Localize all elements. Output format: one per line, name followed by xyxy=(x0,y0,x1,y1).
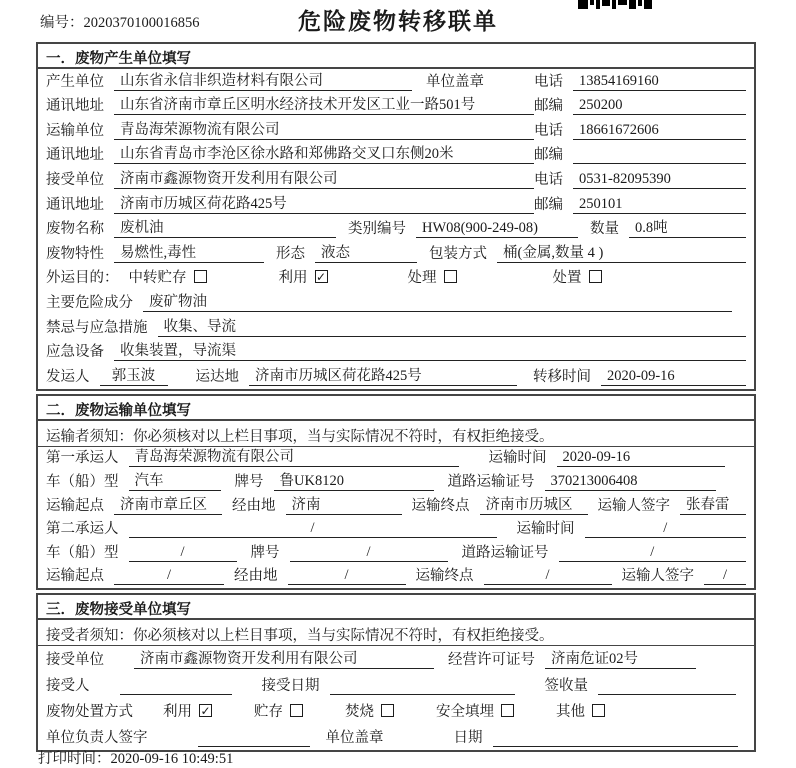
roadcert1-label: 道路运输证号 xyxy=(447,473,535,490)
sign-date-label: 日期 xyxy=(453,730,483,747)
waste-traits-value: 易燃性,毒性 xyxy=(114,241,264,263)
dispose-checkbox xyxy=(589,270,602,283)
section-transporter-heading: 二．废物运输单位填写 xyxy=(38,396,754,421)
transport-address-label: 通讯地址 xyxy=(46,147,104,164)
vehicle1-label: 车（船）型 xyxy=(46,473,119,490)
end2-value: / xyxy=(484,567,612,585)
vehicle2-label: 车（船）型 xyxy=(46,544,119,561)
plate2-value: / xyxy=(290,544,448,562)
row-receive-unit xyxy=(38,167,754,192)
row-receipt xyxy=(38,672,754,698)
producer-address-value: 山东省济南市章丘区明水经济技术开发区工业一路501号 xyxy=(114,93,534,115)
row-route1 xyxy=(38,494,754,518)
receiver-unit-value: 济南市鑫源物资开发利用有限公司 xyxy=(134,647,434,669)
page-title: 危险废物转移联单 xyxy=(298,9,498,34)
transport-phone-group xyxy=(534,119,746,140)
origin2-value: / xyxy=(114,567,224,585)
producer-unit-value: 山东省永信非织造材料有限公司 xyxy=(114,69,412,91)
destination-value: 济南市历城区荷花路425号 xyxy=(249,364,517,386)
disposal-label: 废物处置方式 xyxy=(46,704,133,721)
qr-code-remnant-icon xyxy=(578,0,652,10)
license-label: 经营许可证号 xyxy=(448,652,535,669)
origin1-value: 济南市章丘区 xyxy=(114,493,222,515)
transport-phone-value: 18661672606 xyxy=(573,122,746,140)
producer-unit-label: 产生单位 xyxy=(46,73,104,90)
section-producer xyxy=(36,42,756,391)
row-receive-address xyxy=(38,192,754,217)
row-transport-address xyxy=(38,143,754,168)
receive-phone-label: 电话 xyxy=(534,171,563,188)
sign-qty-label: 签收量 xyxy=(544,678,588,695)
disposal-option-store: 贮存 xyxy=(254,700,303,721)
sign-qty-value xyxy=(598,678,736,695)
shipper-value: 郭玉波 xyxy=(100,364,168,386)
row-vehicle1 xyxy=(38,470,754,494)
carrier2-time-value: / xyxy=(585,520,747,538)
row-taboo-measures xyxy=(38,315,754,340)
serial-value: 2020370100016856 xyxy=(83,15,200,31)
shipper-label: 发运人 xyxy=(46,368,90,385)
vehicle1-value: 汽车 xyxy=(129,469,221,491)
disposal-store-checkbox xyxy=(290,704,303,717)
end1-value: 济南市历城区 xyxy=(480,493,588,515)
receive-unit-label: 接受单位 xyxy=(46,171,104,188)
row-transport-unit xyxy=(38,118,754,143)
carrier2-label: 第二承运人 xyxy=(46,521,119,538)
row-hazard-component xyxy=(38,290,754,315)
producer-zip-group xyxy=(534,94,746,115)
taboo-value: 收集、导流 xyxy=(158,315,747,337)
waste-pack-label: 包装方式 xyxy=(429,245,487,262)
transfer-time-value: 2020-09-16 xyxy=(601,368,746,386)
roadcert2-value: / xyxy=(559,544,747,562)
sign1-label: 运输人签字 xyxy=(597,497,670,514)
purpose-option-dispose: 处置 xyxy=(553,266,602,287)
receive-phone-group xyxy=(534,168,746,189)
row-route2 xyxy=(38,565,754,589)
transport-zip-label: 邮编 xyxy=(534,147,563,164)
receive-zip-group xyxy=(534,193,746,214)
transport-phone-label: 电话 xyxy=(534,122,563,139)
row-dispatch xyxy=(38,364,754,389)
waste-traits-label: 废物特性 xyxy=(46,245,104,262)
disposal-option-other: 其他 xyxy=(556,700,605,721)
waste-form-label: 形态 xyxy=(276,245,305,262)
receive-zip-value: 250101 xyxy=(573,196,746,214)
receive-date-value xyxy=(330,678,515,695)
disposal-option-incinerate: 焚烧 xyxy=(345,700,394,721)
plate1-label: 牌号 xyxy=(234,473,264,490)
waste-qty-value: 0.8吨 xyxy=(629,216,746,238)
form-sheet xyxy=(36,42,756,755)
via1-label: 经由地 xyxy=(232,497,276,514)
transport-zip-group xyxy=(534,143,746,164)
sign1-value: 张春雷 xyxy=(680,493,746,515)
print-time-label: 打印时间： xyxy=(38,751,111,767)
producer-zip-value: 250200 xyxy=(573,97,746,115)
purpose-option-utilize: 利用 ✓ xyxy=(278,270,327,287)
receive-address-label: 通讯地址 xyxy=(46,196,104,213)
hazard-label: 主要危险成分 xyxy=(46,294,133,311)
carrier2-time-label: 运输时间 xyxy=(516,521,575,538)
section-transporter xyxy=(36,394,756,591)
transport-address-value: 山东省青岛市李沧区徐水路和郑佛路交叉口东侧20米 xyxy=(114,142,534,164)
print-time-value: 2020-09-16 10:49:51 xyxy=(110,751,234,767)
via1-value: 济南 xyxy=(286,493,402,515)
purpose-option-storage: 中转贮存 xyxy=(129,266,207,287)
purpose-label: 外运目的： xyxy=(46,270,119,287)
carrier1-time-value: 2020-09-16 xyxy=(557,449,725,467)
receiver-notice: 接受者须知：你必须核对以上栏目事项，当与实际情况不符时，有权拒绝接受。 xyxy=(38,620,754,646)
via2-label: 经由地 xyxy=(234,568,278,585)
receiver-person-label: 接受人 xyxy=(46,678,90,695)
producer-phone-label: 电话 xyxy=(534,73,563,90)
row-carrier1 xyxy=(38,447,754,471)
section-receiver xyxy=(36,593,756,752)
row-producer-unit xyxy=(38,69,754,94)
disposal-option-utilize: 利用 ✓ xyxy=(163,704,211,721)
end2-label: 运输终点 xyxy=(415,568,474,585)
transport-unit-label: 运输单位 xyxy=(46,122,104,139)
row-emergency-equipment xyxy=(38,340,754,365)
sign2-label: 运输人签字 xyxy=(621,568,694,585)
transfer-time-label: 转移时间 xyxy=(533,368,591,385)
producer-phone-group xyxy=(534,70,746,91)
waste-name-value: 废机油 xyxy=(114,216,336,238)
disposal-incinerate-checkbox xyxy=(381,704,394,717)
unit-stamp-note: 单位盖章 xyxy=(426,73,484,90)
transport-unit-value: 青岛海荣源物流有限公司 xyxy=(114,118,534,140)
row-outbound-purpose xyxy=(38,266,754,291)
roadcert2-label: 道路运输证号 xyxy=(461,544,549,561)
purpose-option-treat: 处理 xyxy=(408,266,457,287)
disposal-landfill-checkbox xyxy=(501,704,514,717)
receive-unit-value: 济南市鑫源物资开发利用有限公司 xyxy=(114,167,534,189)
transporter-notice: 运输者须知：你必须核对以上栏目事项，当与实际情况不符时，有权拒绝接受。 xyxy=(38,421,754,447)
carrier1-label: 第一承运人 xyxy=(46,450,119,467)
disposal-other-checkbox xyxy=(592,704,605,717)
waste-category-label: 类别编号 xyxy=(348,221,406,238)
receive-date-label: 接受日期 xyxy=(261,678,320,695)
storage-checkbox xyxy=(194,270,207,283)
vehicle2-value: / xyxy=(129,544,237,562)
print-time xyxy=(38,747,233,768)
row-producer-address xyxy=(38,94,754,119)
transport-zip-value xyxy=(573,147,746,164)
via2-value: / xyxy=(288,567,406,585)
section-producer-heading: 一．废物产生单位填写 xyxy=(38,44,754,69)
treat-checkbox xyxy=(444,270,457,283)
utilize-checkbox: ✓ xyxy=(315,270,327,285)
sign2-value: / xyxy=(704,567,746,585)
row-waste-name xyxy=(38,217,754,242)
plate2-label: 牌号 xyxy=(250,544,280,561)
row-waste-traits xyxy=(38,241,754,266)
row-disposal-method xyxy=(38,698,754,724)
equipment-label: 应急设备 xyxy=(46,344,104,361)
receive-address-value: 济南市历城区荷花路425号 xyxy=(114,192,534,214)
row-receiver-unit xyxy=(38,646,754,672)
origin1-label: 运输起点 xyxy=(46,497,104,514)
waste-name-label: 废物名称 xyxy=(46,221,104,238)
carrier1-value: 青岛海荣源物流有限公司 xyxy=(129,445,459,467)
responsible-sign-label: 单位负责人签字 xyxy=(46,730,148,747)
plate1-value: 鲁UK8120 xyxy=(274,469,434,491)
disposal-utilize-checkbox: ✓ xyxy=(200,704,211,719)
carrier2-value: / xyxy=(129,520,497,538)
taboo-label: 禁忌与应急措施 xyxy=(46,319,148,336)
waste-pack-value: 桶(金属,数量 4 ) xyxy=(497,241,746,263)
waste-qty-label: 数量 xyxy=(590,221,619,238)
equipment-value: 收集装置，导流渠 xyxy=(114,339,746,361)
receive-zip-label: 邮编 xyxy=(534,196,563,213)
receive-phone-value: 0531-82095390 xyxy=(573,171,746,189)
producer-address-label: 通讯地址 xyxy=(46,98,104,115)
waste-form-value: 液态 xyxy=(315,241,417,263)
waste-category-value: HW08(900-249-08) xyxy=(416,220,578,238)
end1-label: 运输终点 xyxy=(411,497,470,514)
destination-label: 运达地 xyxy=(195,368,239,385)
disposal-option-landfill: 安全填埋 xyxy=(436,700,514,721)
sign-date-value xyxy=(493,730,739,747)
producer-phone-value: 13854169160 xyxy=(573,73,746,91)
receiver-unit-label: 接受单位 xyxy=(46,652,104,669)
serial-label: 编号： xyxy=(40,15,84,31)
carrier1-time-label: 运输时间 xyxy=(488,450,547,467)
origin2-label: 运输起点 xyxy=(46,568,104,585)
responsible-sign-value xyxy=(198,730,310,747)
producer-zip-label: 邮编 xyxy=(534,98,563,115)
unit-stamp-label: 单位盖章 xyxy=(325,730,384,747)
section-receiver-heading: 三．废物接受单位填写 xyxy=(38,595,754,620)
row-vehicle2 xyxy=(38,541,754,565)
row-carrier2 xyxy=(38,518,754,542)
receiver-person-value xyxy=(120,678,232,695)
hazard-value: 废矿物油 xyxy=(143,290,732,312)
license-value: 济南危证02号 xyxy=(545,647,696,669)
roadcert1-value: 370213006408 xyxy=(545,473,717,491)
